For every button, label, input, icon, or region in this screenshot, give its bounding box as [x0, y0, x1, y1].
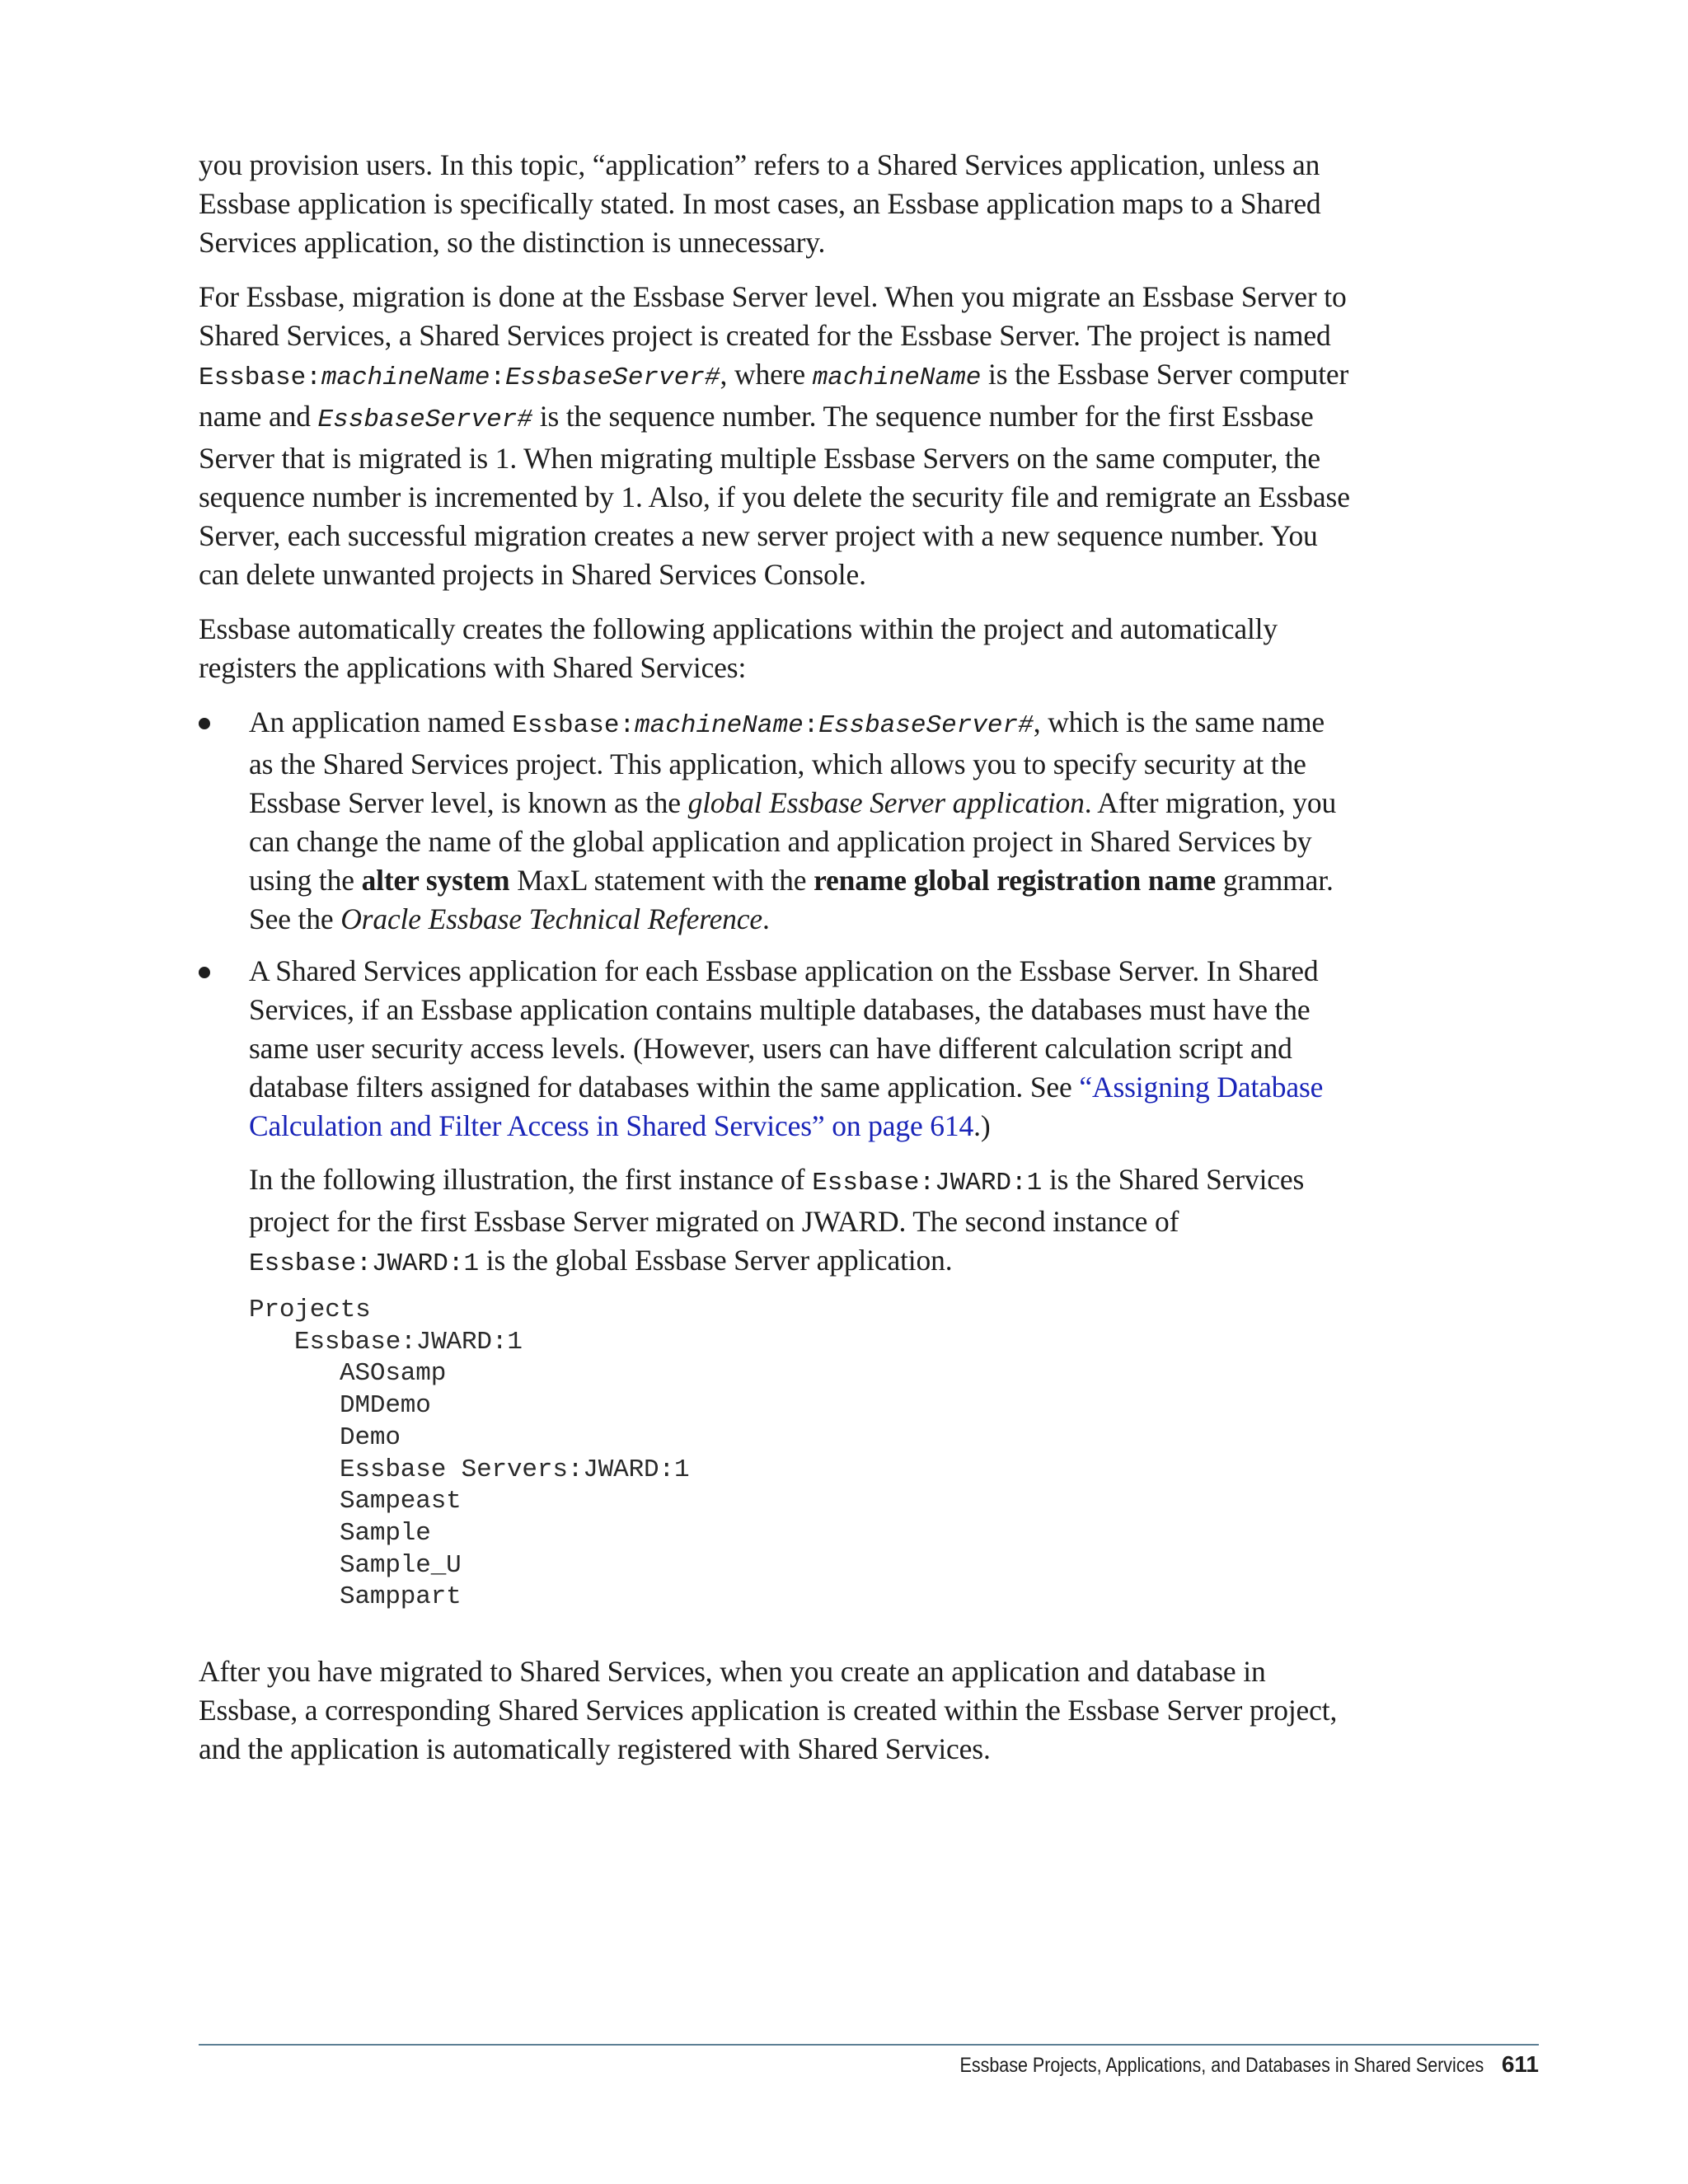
- footer-divider: [199, 2044, 1539, 2046]
- tree-app: Sampeast: [340, 1487, 462, 1516]
- paragraph-illustration-intro: In the following illustration, the first instance of Essbase:JWARD:1 is the Shared Services project for the first Essbase Server migrated on JWARD. The second instance of Essbase:JWARD:1 is the global Essbase Server application.: [249, 1163, 1305, 1278]
- bold-alter-system: alter system: [361, 864, 510, 897]
- bold-rename-grammar: rename global registration name: [814, 864, 1217, 897]
- tree-app: DMDemo: [340, 1391, 431, 1421]
- tree-app: Demo: [340, 1422, 401, 1452]
- bullet-list: [199, 703, 1353, 1614]
- text-run: For Essbase, migration is done at the Essbase Server level. When you migrate an Essbase Server to Shared Services, a Shared Services project is created for the Essbase Server. The project is named: [199, 280, 1347, 352]
- page-footer: [874, 2051, 1539, 2078]
- emphasis-global-app: global Essbase Server application: [687, 786, 1085, 819]
- code-machine-name: machineName: [812, 363, 982, 392]
- paragraph-intro: you provision users. In this topic, “application” refers to a Shared Services application, unless an Essbase application is specifically stated. In most cases, an Essbase application maps to a Shared Services application, so the distinction is unnecessary.: [199, 148, 1321, 259]
- tree-app: ASOsamp: [340, 1359, 447, 1389]
- tree-app: Samppart: [340, 1582, 462, 1612]
- text-run: , where: [720, 358, 813, 391]
- footer-section-title: Essbase Projects, Applications, and Databases in Shared Services: [959, 2054, 1484, 2077]
- code-project-name: Essbase:machineName:EssbaseServer#: [199, 363, 720, 392]
- code-global-instance: Essbase:JWARD:1: [249, 1249, 480, 1278]
- bullet-item-global-app: An application named Essbase:machineName:EssbaseServer#, which is the same name as the Shared Services project. This application, which allows you to specify security at the Essbase Server level, is known as the global Essbase Server application. After migration, you can change the name of the global application and application project in Shared Services by using the alter system MaxL statement with the rename global registration name grammar. See the Oracle Essbase Technical Reference.: [199, 703, 1353, 939]
- code-server-number: EssbaseServer#: [317, 405, 532, 434]
- bullet-icon: [199, 718, 210, 729]
- tree-app: Essbase Servers:JWARD:1: [340, 1455, 690, 1484]
- bullet-icon: [199, 967, 210, 978]
- text-run: is the Essbase Server computer name and: [199, 358, 1349, 433]
- text-run: is the sequence number. The sequence number for the first Essbase Server that is migrated is 1. When migrating multiple Essbase Servers on the same computer, the sequence number is incremented by 1. Also, if you delete the security file and remigrate an Essbase Server, each successful migration creates a new server project with a new sequence number. You can delete unwanted projects in Shared Services Console.: [199, 400, 1350, 591]
- document-body: [199, 146, 1353, 1784]
- cross-reference-link[interactable]: “Assigning Database Calculation and Filter Access in Shared Services” on page 614: [249, 1071, 1324, 1142]
- tree-project: Essbase:JWARD:1: [294, 1327, 523, 1357]
- code-project-name: Essbase:machineName:EssbaseServer#: [512, 711, 1034, 740]
- tree-root: Projects: [249, 1296, 371, 1324]
- bullet-item-app-per-essbase-app: A Shared Services application for each Essbase application on the Essbase Server. In Shared Services, if an Essbase application contains multiple databases, the databases must have the same user security access levels. (However, users can have different calculation script and database filters assigned for databases within the same application. See “Assigning Database Calculation and Filter Access in Shared Services” on page 614.) In the following illustration, the first instance of Essbase:JWARD:1 is the Shared Services project for the first Essbase Server migrated on JWARD. The second instance of Essbase:JWARD:1 is the global Essbase Server application. Projects Essbase:JWARD:1 ASOsamp DMDemo Demo Essbase Servers:JWARD:1 Sampeast Sample Sample_U Samppart: [199, 952, 1353, 1614]
- paragraph-migration: [199, 278, 1353, 594]
- paragraph-after-migration: After you have migrated to Shared Services, when you create an application and database in Essbase, a corresponding Shared Services application is created within the Essbase Server project, and the application is automatically registered with Shared Services.: [199, 1655, 1338, 1766]
- tree-app: Sample: [340, 1518, 431, 1548]
- code-project-instance: Essbase:JWARD:1: [812, 1169, 1043, 1197]
- tree-app: Sample_U: [340, 1550, 462, 1580]
- paragraph-applications-intro: Essbase automatically creates the following applications within the project and automatically registers the applications with Shared Services:: [199, 612, 1278, 684]
- project-tree: [249, 1295, 1353, 1614]
- page-number: 611: [1501, 2051, 1539, 2077]
- emphasis-tech-reference: Oracle Essbase Technical Reference: [340, 902, 762, 935]
